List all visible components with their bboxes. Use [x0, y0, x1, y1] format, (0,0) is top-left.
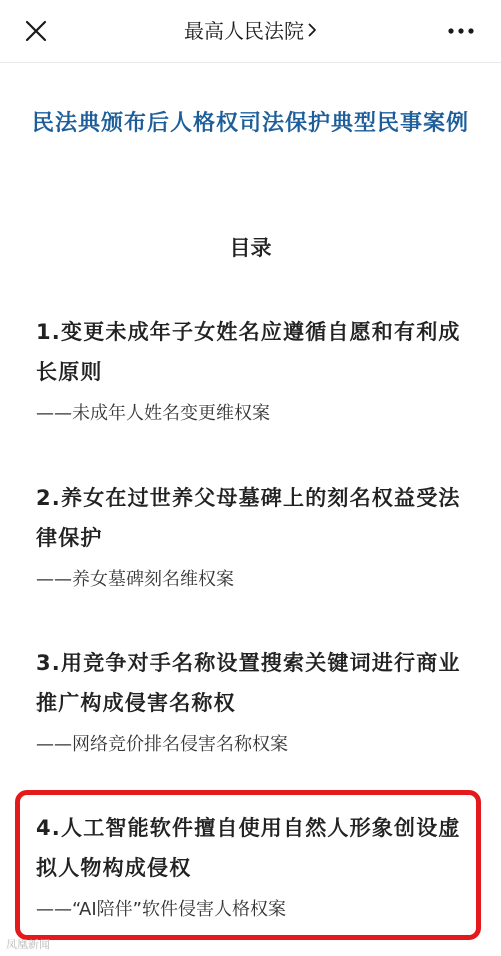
- more-icon[interactable]: [443, 19, 479, 43]
- case-subtitle: ——网络竞价排名侵害名称权案: [36, 734, 288, 755]
- case-item-1: [36, 312, 468, 428]
- case-item-3: [36, 643, 468, 759]
- case-subtitle: ——未成年人姓名变更维权案: [36, 403, 270, 424]
- account-name-link[interactable]: [0, 18, 501, 44]
- case-item-4: [36, 808, 468, 924]
- chevron-right-icon: [308, 23, 317, 37]
- watermark: 凤凰新闻: [6, 938, 50, 951]
- article-title: 民法典颁布后人格权司法保护典型民事案例: [31, 111, 469, 136]
- toc-heading: 目录: [229, 236, 272, 260]
- case-subtitle: ——养女墓碑刻名维权案: [36, 569, 234, 590]
- top-nav-bar: [0, 0, 501, 63]
- case-subtitle: ——“AI陪伴”软件侵害人格权案: [36, 899, 286, 920]
- case-heading: 2.养女在过世养父母墓碑上的刻名权益受法律保护: [36, 486, 461, 550]
- case-heading: 4.人工智能软件擅自使用自然人形象创设虚拟人物构成侵权: [36, 816, 461, 880]
- case-item-2: [36, 478, 468, 594]
- account-name: 最高人民法院: [184, 19, 304, 43]
- case-heading: 1.变更未成年子女姓名应遵循自愿和有利成长原则: [36, 320, 461, 384]
- case-heading: 3.用竞争对手名称设置搜索关键词进行商业推广构成侵害名称权: [36, 651, 461, 715]
